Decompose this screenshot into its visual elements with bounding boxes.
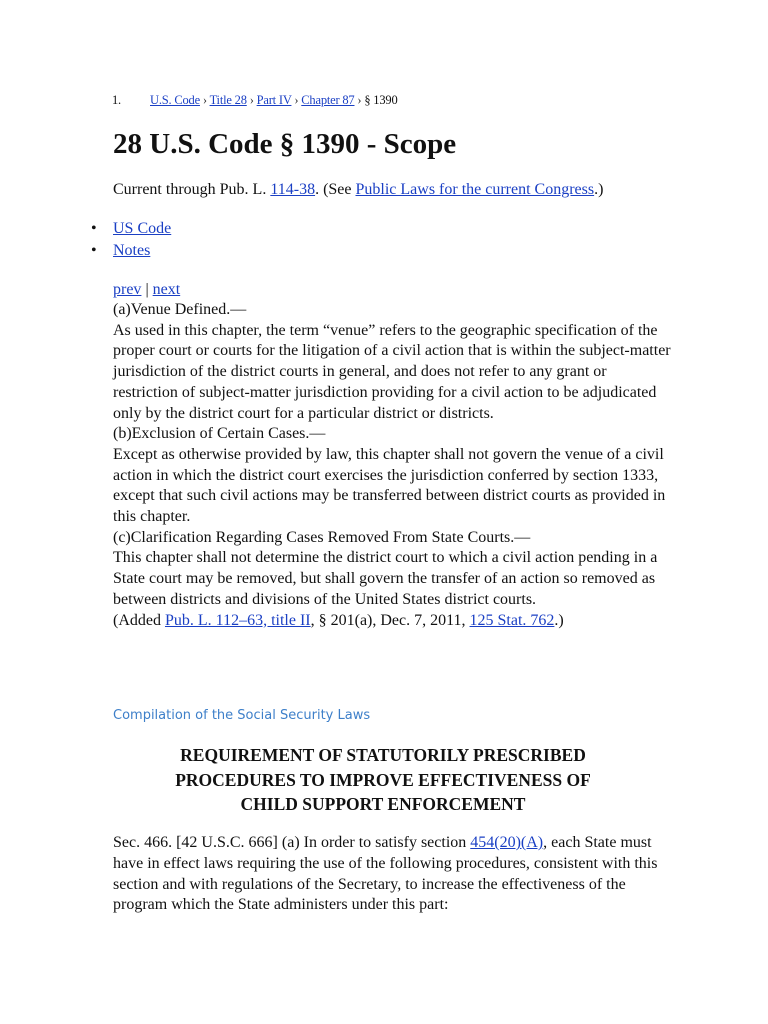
section-title-line: CHILD SUPPORT ENFORCEMENT — [240, 794, 526, 814]
page-title: 28 U.S. Code § 1390 - Scope — [113, 128, 457, 160]
breadcrumb-chapter-87-link[interactable]: Chapter 87 — [301, 93, 355, 107]
pager — [113, 280, 180, 301]
source-note-prefix: (Added — [113, 611, 165, 629]
pager-divider: | — [145, 281, 149, 298]
breadcrumb — [112, 91, 398, 109]
section-title-line: PROCEDURES TO IMPROVE EFFECTIVENESS OF — [175, 769, 591, 790]
section-heading: (c)Clarification Regarding Cases Removed From State Courts.— — [113, 528, 531, 546]
source-note-middle: , § 201(a), Dec. 7, 2011, — [310, 611, 470, 629]
prev-link[interactable]: prev — [113, 281, 142, 298]
section-title — [113, 743, 653, 817]
breadcrumb-current: § 1390 — [364, 93, 398, 107]
tab-list — [91, 218, 172, 262]
bullet-icon: • — [91, 242, 97, 259]
source-note — [113, 611, 673, 632]
public-law-link[interactable]: 114-38 — [270, 181, 316, 198]
section-heading: (b)Exclusion of Certain Cases.— — [113, 425, 326, 443]
section-454-link[interactable]: 454(20)(A) — [470, 834, 544, 851]
next-link[interactable]: next — [152, 281, 181, 298]
section-title-line: REQUIREMENT OF STATUTORILY PRESCRIBED — [180, 745, 586, 765]
bullet-icon: • — [91, 220, 97, 237]
tab-notes — [68, 240, 171, 262]
breadcrumb-separator: › — [294, 93, 299, 107]
tab-us-code — [68, 218, 171, 240]
currency-middle: . (See — [315, 181, 356, 198]
source-law-link[interactable]: Pub. L. 112–63, title II — [164, 611, 311, 629]
statute-body — [113, 300, 673, 631]
source-note-suffix: .) — [554, 611, 564, 629]
breadcrumb-title-28-link[interactable]: Title 28 — [209, 93, 247, 107]
breadcrumb-part-iv-link[interactable]: Part IV — [256, 93, 292, 107]
section-heading: (a)Venue Defined.— — [113, 301, 247, 318]
sec-466-paragraph — [113, 833, 673, 916]
sec-466-suffix: , each State must have in effect laws requiring the use of the following procedures, consistent with this section and with regulations of the Secretary, to increase the effectiveness of the program which the State administers under this part: — [113, 834, 658, 914]
statute-link[interactable]: 125 Stat. 762 — [469, 611, 555, 629]
currency-prefix: Current through Pub. L. — [113, 181, 271, 198]
section-text: As used in this chapter, the term “venue” refers to the geographic specification of the proper court or courts for the litigation of a civil action that is within the subject-matter jurisdiction of the district courts in general, and does not refer to any grant or restriction of subject-matter jurisdiction providing for a civil action to be adjudicated only by the district court for a particular district or districts. — [113, 321, 671, 422]
sec-466-prefix: Sec. 466. [42 U.S.C. 666] (a) In order to satisfy section — [113, 834, 471, 851]
public-laws-congress-link[interactable]: Public Laws for the current Congress — [355, 181, 595, 198]
compilation-link[interactable]: Compilation of the Social Security Laws — [113, 708, 371, 723]
section-text: This chapter shall not determine the district court to which a civil action pending in a State court may be removed, but shall govern the transfer of an action so removed as between districts and divisions of the United States district courts. — [113, 549, 658, 608]
breadcrumb-us-code-link[interactable]: U.S. Code — [150, 93, 200, 107]
breadcrumb-separator: › — [249, 93, 254, 107]
notes-tab-link[interactable]: Notes — [113, 242, 151, 259]
section-text: Except as otherwise provided by law, this chapter shall not govern the venue of a civil action in which the district court exercises the jurisdiction conferred by section 1333, except that such civil actions may be transferred between district courts as provided in this chapter. — [113, 445, 666, 526]
currency-note — [113, 179, 603, 201]
us-code-tab-link[interactable]: US Code — [113, 220, 172, 237]
breadcrumb-separator: › — [357, 93, 362, 107]
breadcrumb-number: 1. — [112, 93, 121, 107]
currency-suffix: .) — [594, 181, 604, 198]
breadcrumb-separator: › — [202, 93, 207, 107]
